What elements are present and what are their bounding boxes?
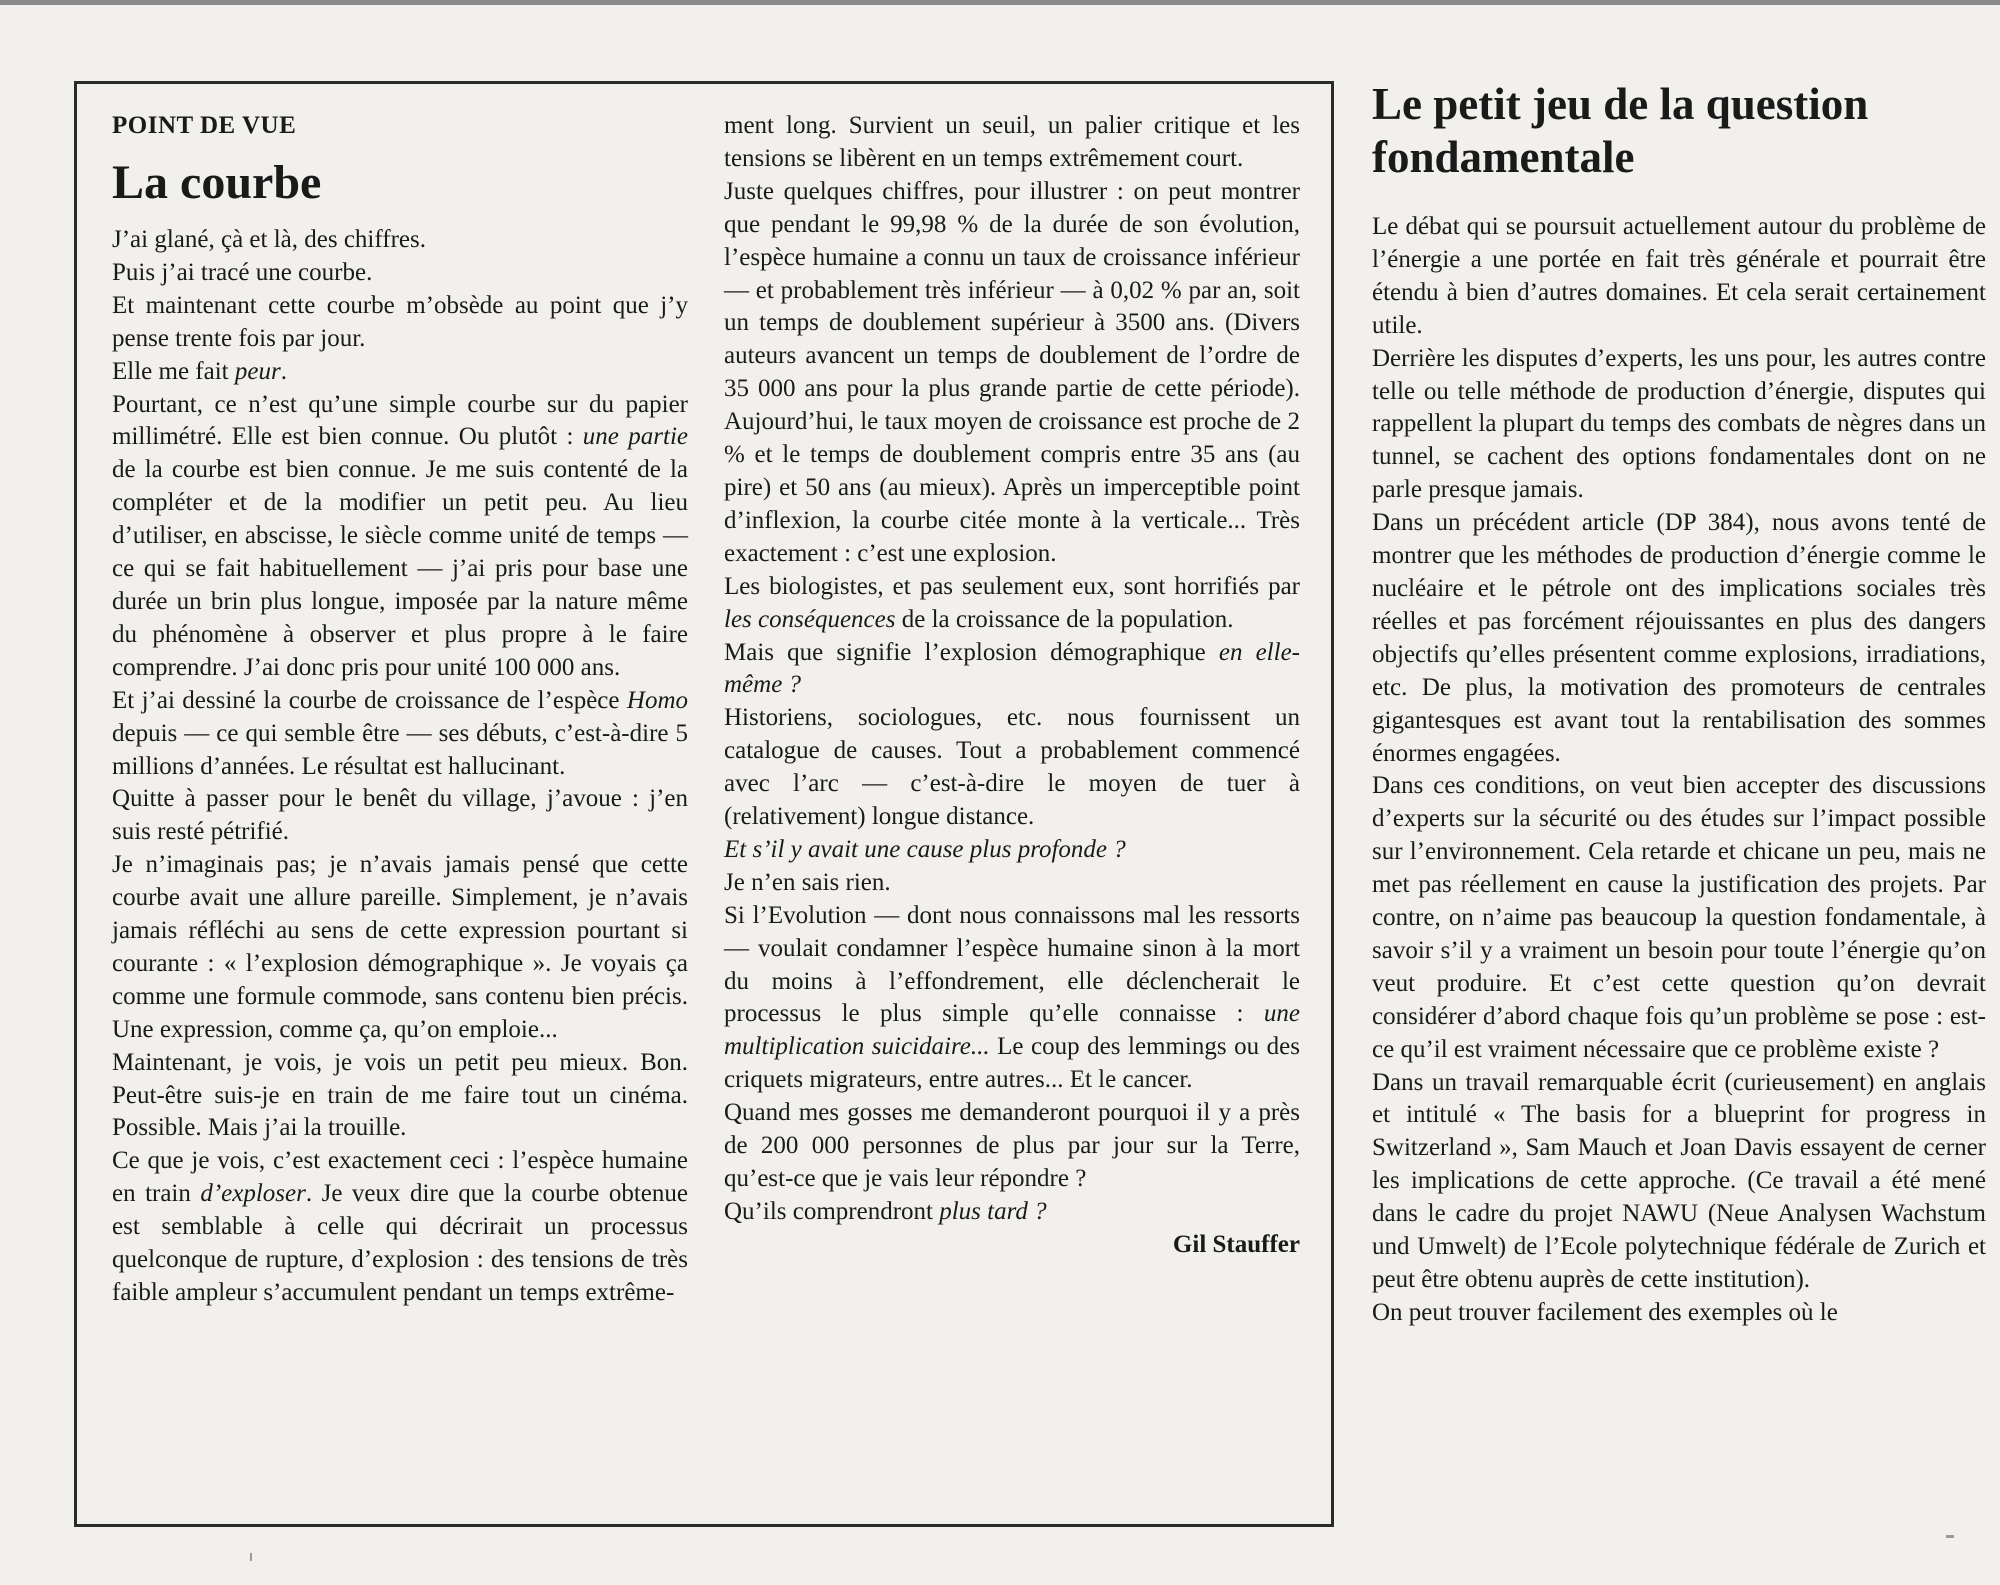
paragraph: Elle me fait peur. <box>112 357 287 385</box>
paragraph: Quand mes gosses me demanderont pourquoi il y a près de 200 000 personnes de plus par jour sur la Terre, qu’est-ce que je vais leur répondre ? <box>724 1099 1300 1192</box>
scan-mark <box>250 1553 252 1561</box>
left-column <box>112 112 688 1310</box>
paragraph: On peut trouver facilement des exemples où le <box>1372 1298 1838 1326</box>
paragraph: Mais que signifie l’explosion démographique en elle-même ? <box>724 638 1301 699</box>
paragraph: Puis j’ai tracé une courbe. <box>112 258 373 286</box>
paragraph: Si l’Evolution — dont nous connaissons mal les ressorts — voulait condamner l’espèce humaine sinon à la mort du moins à l’effondrement, elle déclencherait le processus le plus simple qu’elle connaisse : une multiplication suicidaire... Le coup des lemmings ou des criquets migrateurs, entre autres... Et le cancer. <box>724 901 1300 1094</box>
paragraph: Je n’en sais rien. <box>724 868 891 896</box>
article-title: Le petit jeu de la question fondamentale <box>1372 79 1869 182</box>
paragraph: Et maintenant cette courbe m’obsède au point que j’y pense trente fois par jour. <box>112 291 688 352</box>
paragraph: Les biologistes, et pas seulement eux, sont horrifiés par les conséquences de la croissance de la population. <box>724 572 1300 633</box>
paragraph: Ce que je vois, c’est exactement ceci : l’espèce humaine en train d’exploser. Je veux dire que la courbe obtenue est semblable à celle qui décrirait un processus quelconque de rupture, d’explosion : des tensions de très faible ampleur s’accumulent pendant un temps extrême- <box>112 1147 688 1306</box>
section-kicker: POINT DE VUE <box>112 112 297 139</box>
paragraph: Pourtant, ce n’est qu’une simple courbe sur du papier millimétré. Elle est bien connue. Ou plutôt : une partie de la courbe est bien connue. Je me suis contenté de la compléter et de la modifier un petit peu. Au lieu d’utiliser, en abscisse, le siècle comme unité de temps — ce qui se fait habituellement — j’ai pris pour base une durée un brin plus longue, imposée par la nature même du phénomène à observer et plus propre à le faire comprendre. J’ai donc pris pour unité 100 000 ans. <box>112 390 688 681</box>
paragraph: Le débat qui se poursuit actuellement autour du problème de l’énergie a une portée en fait très générale et pourrait être étendu à bien d’autres domaines. Et cela serait certainement utile. <box>1372 213 1986 339</box>
paragraph: Dans ces conditions, on veut bien accepter des discussions d’experts sur la sécurité ou des études sur l’impact possible sur l’environnement. Cela retarde et chicane un peu, mais ne met pas réellement en cause la justification des projets. Par contre, on n’aime pas beaucoup la question fondamentale, à savoir s’il y a vraiment un besoin pour toute l’énergie qu’on veut produire. Et c’est cette question qu’on devrait considérer d’abord chaque fois qu’un problème se pose : est-ce qu’il est vraiment nécessaire que ce problème existe ? <box>1372 772 1986 1063</box>
paragraph: Dans un travail remarquable écrit (curieusement) en anglais et intitulé « The basis for a blueprint for progress in Switzerland », Sam Mauch et Joan Davis essayent de cerner les implications de cette approche. (Ce travail a été mené dans le cadre du projet NAWU (Neue Analysen Wachstum und Umwelt) de l’Ecole polytechnique fédérale de Zurich et peut être obtenu auprès de cette institution). <box>1372 1068 1986 1293</box>
paragraph: Et j’ai dessiné la courbe de croissance de l’espèce Homo depuis — ce qui semble être — ses débuts, c’est-à-dire 5 millions d’années. Le résultat est hallucinant. <box>112 686 688 780</box>
paragraph: Maintenant, je vois, je vois un petit peu mieux. Bon. Peut-être suis-je en train de me faire tout un cinéma. Possible. Mais j’ai la trouille. <box>112 1048 688 1142</box>
paragraph: Qu’ils comprendront plus tard ? <box>724 1197 1047 1225</box>
paragraph: Et s’il y avait une cause plus profonde ? <box>724 835 1126 863</box>
paragraph: ment long. Survient un seuil, un palier critique et les tensions se libèrent en un temps extrêmement court. <box>724 112 1300 172</box>
paragraph: Derrière les disputes d’experts, les uns pour, les autres contre telle ou telle méthode de production d’énergie, disputes qui rappellent la plupart du temps des combats de nègres dans un tunnel, se cachent des options fondamentales dont on ne parle presque jamais. <box>1372 344 1986 504</box>
article-title: La courbe <box>112 156 322 209</box>
paragraph: Je n’imaginais pas; je n’avais jamais pensé que cette courbe avait une allure pareille. Simplement, je n’avais jamais réfléchi au sens de cette expression pourtant si courante : « l’explosion démographique ». Je voyais ça comme une formule commode, sans contenu bien précis. Une expression, comme ça, qu’on emploie... <box>112 851 688 1043</box>
paragraph: Juste quelques chiffres, pour illustrer : on peut montrer que pendant le 99,98 % de la durée de son évolution, l’espèce humaine a connu un taux de croissance inférieur — et probablement très inférieur — à 0,02 % par an, soit un temps de doublement supérieur à 3500 ans. (Divers auteurs avancent un temps de doublement de l’ordre de 35 000 ans pour la plus grande partie de cette période). Aujourd’hui, le taux moyen de croissance est proche de 2 % et le temps de doublement compris entre 35 ans (au pire) et 50 ans (au mieux). Après un imperceptible point d’inflexion, la courbe citée monte à la verticale... Très exactement : c’est une explosion. <box>724 177 1300 567</box>
scan-mark <box>1946 1535 1954 1538</box>
paragraph: J’ai glané, çà et là, des chiffres. <box>112 226 426 253</box>
middle-column <box>724 110 1300 1262</box>
paragraph: Dans un précédent article (DP 384), nous avons tenté de montrer que les méthodes de production d’énergie comme le nucléaire et le pétrole ont des implications sociales très réelles et pas forcément réjouissantes en plus des dangers objectifs qu’elles présentent comme explosions, irradiations, etc. De plus, la motivation des promoteurs de centrales gigantesques est avant tout la rentabilisation des sommes énormes engagées. <box>1372 509 1986 767</box>
paragraph: Quitte à passer pour le benêt du village, j’avoue : j’en suis resté pétrifié. <box>112 785 688 846</box>
paragraph: Historiens, sociologues, etc. nous fournissent un catalogue de causes. Tout a probablement commencé avec l’arc — c’est-à-dire le moyen de tuer à (relativement) longue distance. <box>724 704 1300 831</box>
page-top-edge <box>0 0 2000 5</box>
author-signature: Gil Stauffer <box>1172 1230 1300 1258</box>
right-column <box>1372 211 1986 1330</box>
